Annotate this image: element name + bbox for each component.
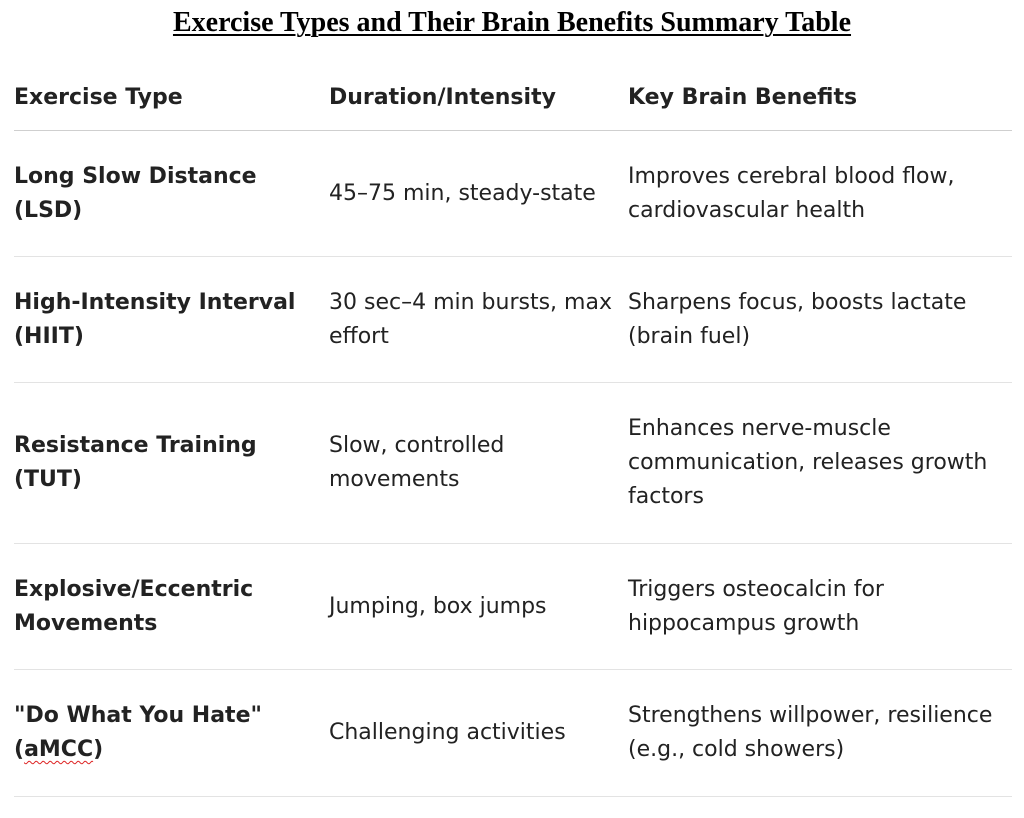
page-title [0, 5, 1024, 41]
exercise-type-line1: High-Intensity Interval [14, 289, 296, 315]
exercise-type-line2: (TUT) [14, 467, 82, 492]
paren-open: ( [14, 737, 25, 762]
benefits-cell: Enhances nerve-muscle communication, releases growth factors [628, 416, 988, 509]
duration-cell: 30 sec–4 min bursts, max effort [329, 289, 612, 349]
header-duration: Duration/Intensity [329, 84, 556, 110]
exercise-type-cell [14, 160, 329, 228]
table-row [14, 670, 1012, 797]
title-text: Exercise Types and Their Brain Benefits Summary Table [172, 7, 852, 38]
exercise-type-line1: Long Slow Distance [14, 163, 257, 189]
summary-table [14, 65, 1012, 797]
benefits-cell: Improves cerebral blood flow, cardiovascular health [628, 163, 955, 223]
duration-cell: 45–75 min, steady-state [329, 180, 596, 206]
table-row [14, 383, 1012, 544]
exercise-type-cell [14, 573, 329, 641]
exercise-type-cell [14, 286, 329, 354]
table-row [14, 131, 1012, 257]
exercise-type-line2: (HIIT) [14, 323, 84, 349]
exercise-type-line2: Movements [14, 610, 158, 636]
exercise-type-line1: Resistance Training [14, 433, 257, 458]
duration-cell: Challenging activities [329, 720, 566, 745]
benefits-cell: Triggers osteocalcin for hippocampus growth [628, 576, 884, 636]
exercise-type-cell [14, 429, 329, 497]
header-benefits: Key Brain Benefits [628, 84, 858, 110]
duration-cell: Jumping, box jumps [329, 593, 547, 619]
benefits-cell: Strengthens willpower, resilience (e.g., cold showers) [628, 703, 993, 762]
table-header-row [14, 65, 1012, 131]
benefits-cell: Sharpens focus, boosts lactate (brain fuel) [628, 289, 967, 349]
header-exercise-type: Exercise Type [14, 84, 183, 110]
exercise-type-line2: (LSD) [14, 197, 83, 223]
exercise-type-line1: Explosive/Eccentric [14, 576, 254, 602]
table-row [14, 257, 1012, 383]
table-row [14, 544, 1012, 670]
exercise-type-line1: "Do What You Hate" [14, 703, 262, 728]
spellcheck-marked-word: aMCC [24, 737, 94, 762]
paren-close: ) [93, 737, 104, 762]
duration-cell: Slow, controlled movements [329, 433, 505, 492]
exercise-type-cell [14, 699, 329, 767]
exercise-type-line2 [14, 733, 317, 767]
